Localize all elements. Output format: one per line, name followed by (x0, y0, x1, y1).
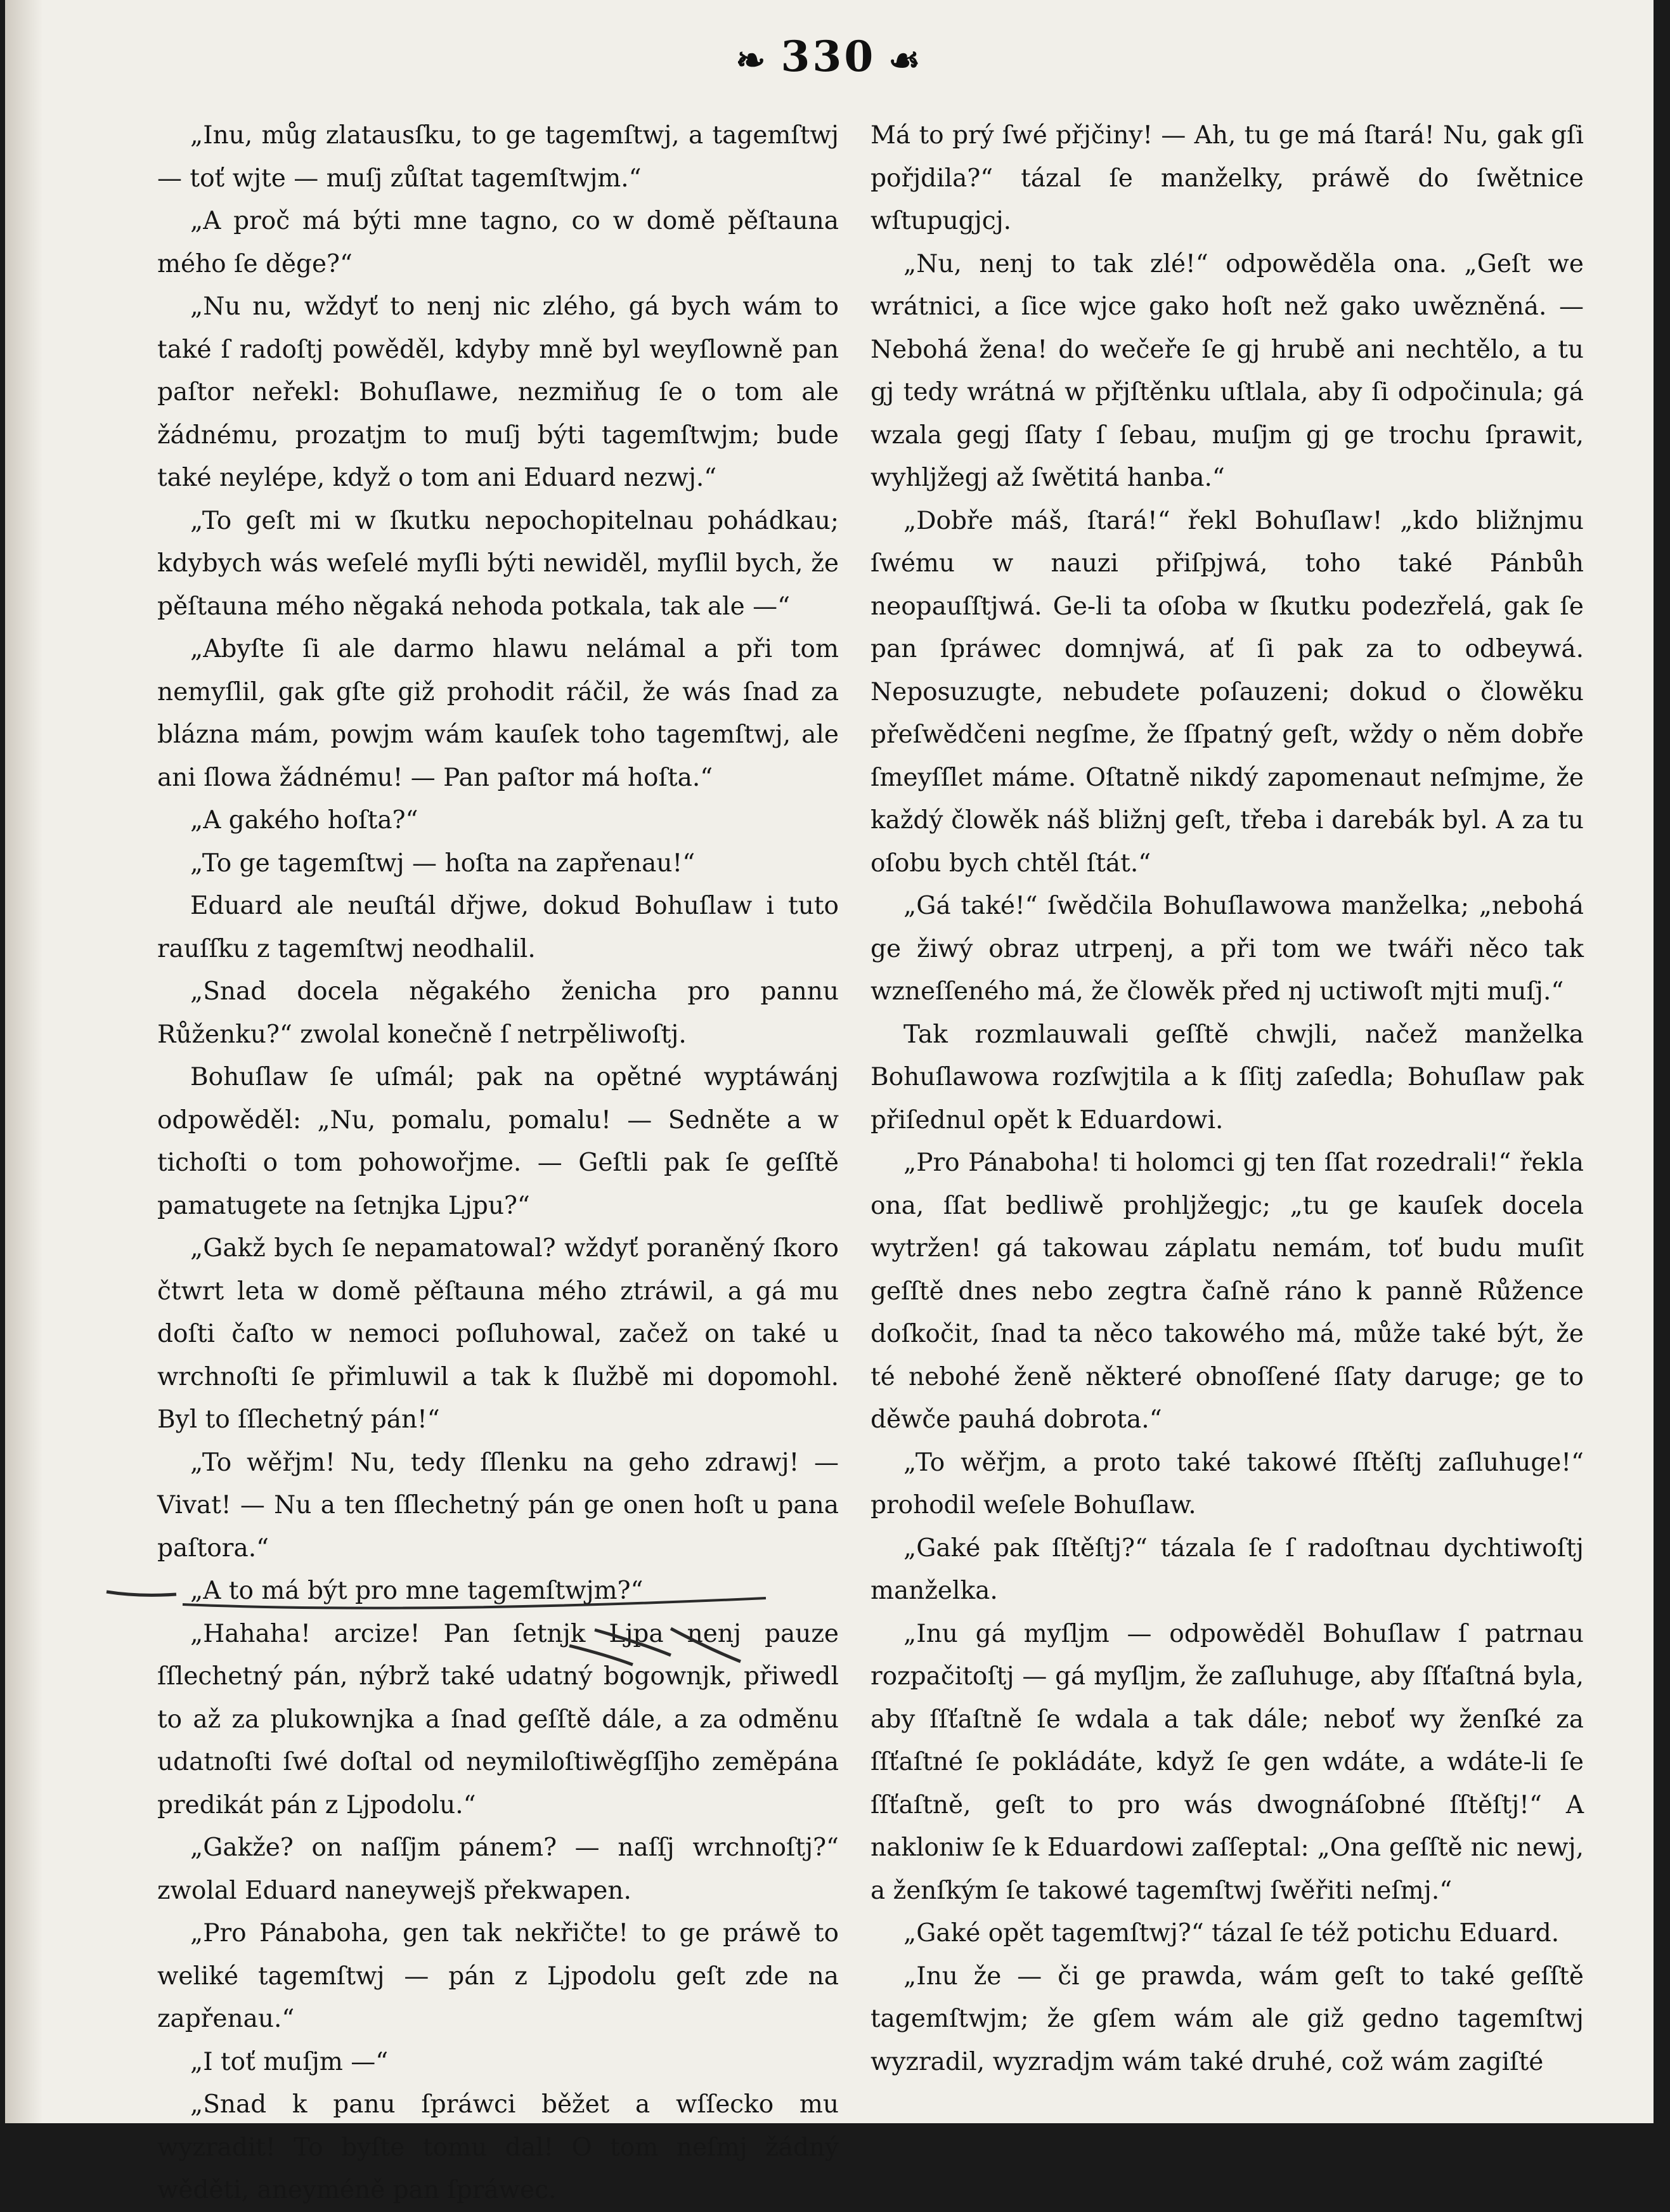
ornament-left-icon: ❧ (735, 39, 768, 81)
paragraph: „Snad docela něgakého ženicha pro pannu Růženku?“ zwolal konečně ſ netrpěliwoſtj. (157, 977, 839, 1049)
paragraph: „To ge tagemſtwj — hoſta na zapřenau!“ (190, 849, 696, 878)
paragraph: „I toť muſjm —“ (190, 2047, 389, 2076)
paragraph: „Inu, můg zlatausſku, to ge tagemſtwj, a tagemſtwj — toť wjte — muſj zůſtat tagemſtwjm.“ (157, 121, 839, 193)
paragraph: Bohuſlaw ſe uſmál; pak na opětné wyptáwánj odpowěděl: „Nu, pomalu, pomalu! — Sedněte a w tichoſti o tom pohowořjme. — Geſtli pak ſe geſſtě pamatugete na ſetnjka Ljpu?“ (157, 1063, 839, 1220)
pencil-annotation (100, 1579, 861, 1681)
paragraph: „Nu nu, wždyť to nenj nic zlého, gá bych wám to také ſ radoſtj powěděl, kdyby mně byl weyſlowně pan paſtor neřekl: Bohuſlawe, nezmiňug ſe o tom ale žádnému, prozatjm to muſj býti tagemſtwjm; bude také neylépe, když o tom ani Eduard nezwj.“ (157, 292, 839, 492)
paragraph: „Inu gá myſljm — odpowěděl Bohuſlaw ſ patrnau rozpačitoſtj — gá myſljm, že zaſluhuge, aby ſſťaſtná byla, aby ſſťaſtně ſe wdala a tak dále; neboť wy ženſké za ſſťaſtné ſe pokládáte, když ſe gen wdáte, a wdáte-li ſe ſſťaſtně, geſt to pro wás dwognáſobné ſſtěſtj!“ A nakloniw ſe k Eduardowi zaſſeptal: „Ona geſſtě nic newj, a ženſkým ſe takowé tagemſtwj ſwěřiti neſmj.“ (871, 1619, 1584, 1905)
paragraph: „Gá také!“ ſwědčila Bohuſlawowa manželka; „nebohá ge žiwý obraz utrpenj, a při tom we twáři něco tak wzneſſeného má, že člowěk před nj uctiwoſt mjti muſj.“ (871, 892, 1584, 1006)
paragraph: „A to má být pro mne tagemſtwjm?“ (190, 1577, 644, 1605)
right-column (871, 114, 1584, 2083)
paragraph: „Gaké pak ſſtěſtj?“ tázala ſe ſ radoſtnau dychtiwoſtj manželka. (871, 1533, 1584, 1605)
spine-shadow (5, 0, 43, 2123)
paragraph: Tak rozmlauwali geſſtě chwjli, načež manželka Bohuſlawowa rozſwjtila a k ſſitj zaſedla; Bohuſlaw pak přiſednul opět k Eduardowi. (871, 1020, 1584, 1135)
paragraph: „Gaké opět tagemſtwj?“ tázal ſe též potichu Eduard. (903, 1919, 1560, 1948)
pencil-mark (595, 1630, 671, 1655)
paragraph: „To wěřjm, a proto také takowé ſſtěſtj zaſluhuge!“ prohodil weſele Bohuſlaw. (871, 1448, 1584, 1519)
pencil-mark (671, 1629, 741, 1662)
pencil-arrow-mark (107, 1592, 176, 1595)
page-header (5, 32, 1654, 81)
paragraph: „To wěřjm! Nu, tedy ſſlenku na geho zdrawj! — Vivat! — Nu a ten ſſlechetný pán ge onen hoſt u pana paſtora.“ (157, 1448, 839, 1563)
paragraph: „Pro Pánaboha, gen tak nekřičte! to ge práwě to weliké tagemſtwj — pán z Ljpodolu geſt zde na zapřenau.“ (157, 1919, 839, 2033)
paragraph: „Inu že — či ge prawda, wám geſt to také geſſtě tagemſtwjm; že gſem wám ale giž gedno tagemſtwj wyzradil, wyzradjm wám také druhé, což wám zagiſté (871, 1962, 1584, 2076)
paragraph: „Gakž bych ſe nepamatowal? wždyť poraněný ſkoro čtwrt leta w domě pěſtauna mého ztráwil, a gá mu doſti čaſto w nemoci poſluhowal, začež on také u wrchnoſti ſe přimluwil a tak k ſlužbě mi dopomohl. Byl to ſſlechetný pán!“ (157, 1234, 839, 1434)
book-page (5, 0, 1654, 2204)
paragraph: „Hahaha! arcize! Pan ſetnjk Ljpa nenj pauze ſſlechetný pán, nýbrž také udatný bogownjk, přiwedl to až za plukownjka a ſnad geſſtě dále, a za odměnu udatnoſti ſwé doſtal od neymiloſtiwěgſſjho zeměpána predikát pán z Ljpodolu.“ (157, 1619, 839, 1819)
paragraph: „Pro Pánaboha! ti holomci gj ten ſſat rozedrali!“ řekla ona, ſſat bedliwě prohljžegjc; „tu ge kauſek docela wytržen! gá takowau záplatu nemám, toť budu muſit geſſtě dnes nebo zegtra čaſně ráno k panně Růžence doſkočit, ſnad ta něco takowého má, může také být, že té nebohé ženě některé obnoſſené ſſaty daruge; ge to děwče pauhá dobrota.“ (871, 1148, 1584, 1434)
page-number: 330 (780, 32, 876, 81)
paragraph: „A gakého hoſta?“ (190, 806, 418, 835)
pencil-mark (569, 1646, 633, 1665)
pencil-underline (183, 1598, 766, 1608)
paragraph: „Snad k panu ſpráwci běžet a wſſecko mu wyzradit! To byſte tomu dal! O tom neſmj žádný wěděti, aneyméně pan ſpráwec. (157, 2090, 839, 2204)
paragraph: Má to prý ſwé přjčiny! — Ah, tu ge má ſtará! Nu, gak gſi pořjdila?“ tázal ſe manželky, práwě do ſwětnice wſtupugjcj. (871, 121, 1584, 235)
ornament-right-icon: ☙ (888, 39, 923, 81)
paragraph: „To geſt mi w ſkutku nepochopitelnau pohádkau; kdybych wás weſelé myſli býti newiděl, myſlil bych, že pěſtauna mého něgaká nehoda potkala, tak ale —“ (157, 506, 839, 621)
left-column (157, 114, 839, 2212)
paragraph: „Gakže? on naſſjm pánem? — naſſj wrchnoſtj?“ zwolal Eduard naneywejš překwapen. (157, 1833, 839, 1905)
paragraph: „Abyſte ſi ale darmo hlawu nelámal a při tom nemyſlil, gak gſte giž prohodit ráčil, že wás ſnad za blázna mám, powjm wám kauſek toho tagemſtwj, ale ani ſlowa žádnému! — Pan paſtor má hoſta.“ (157, 635, 839, 792)
paragraph: „A proč má býti mne tagno, co w domě pěſtauna mého ſe děge?“ (157, 207, 839, 278)
paragraph: „Nu, nenj to tak zlé!“ odpowěděla ona. „Geſt we wrátnici, a ſice wjce gako hoſt než gako uwězněná. — Nebohá žena! do wečeře ſe gj hrubě ani nechtělo, a tu gj tedy wrátná w přjſtěnku uſtlala, aby ſi odpočinula; gá wzala gegj ſſaty ſ ſebau, muſjm gj ge trochu ſprawit, wyhljžegj až ſwětitá hanba.“ (871, 249, 1584, 492)
paragraph: „Dobře máš, ſtará!“ řekl Bohuſlaw! „kdo bližnjmu ſwému w nauzi přiſpjwá, toho také Pánbůh neopauſſtjwá. Ge-li ta oſoba w ſkutku podezřelá, gak ſe pan ſpráwec domnjwá, ať ſi pak za to odbeywá. Neposuzugte, nebudete poſauzeni; dokud o člowěku přeſwědčeni negſme, že ſſpatný geſt, wždy o něm dobře ſmeyſſlet máme. Oſtatně nikdý zapomenaut neſmjme, že každý člowěk náš bližnj geſt, třeba i darebák byl. A za tu oſobu bych chtěl ſtát.“ (871, 506, 1584, 878)
paragraph: Eduard ale neuſtál dřjwe, dokud Bohuſlaw i tuto rauſſku z tagemſtwj neodhalil. (157, 892, 839, 963)
